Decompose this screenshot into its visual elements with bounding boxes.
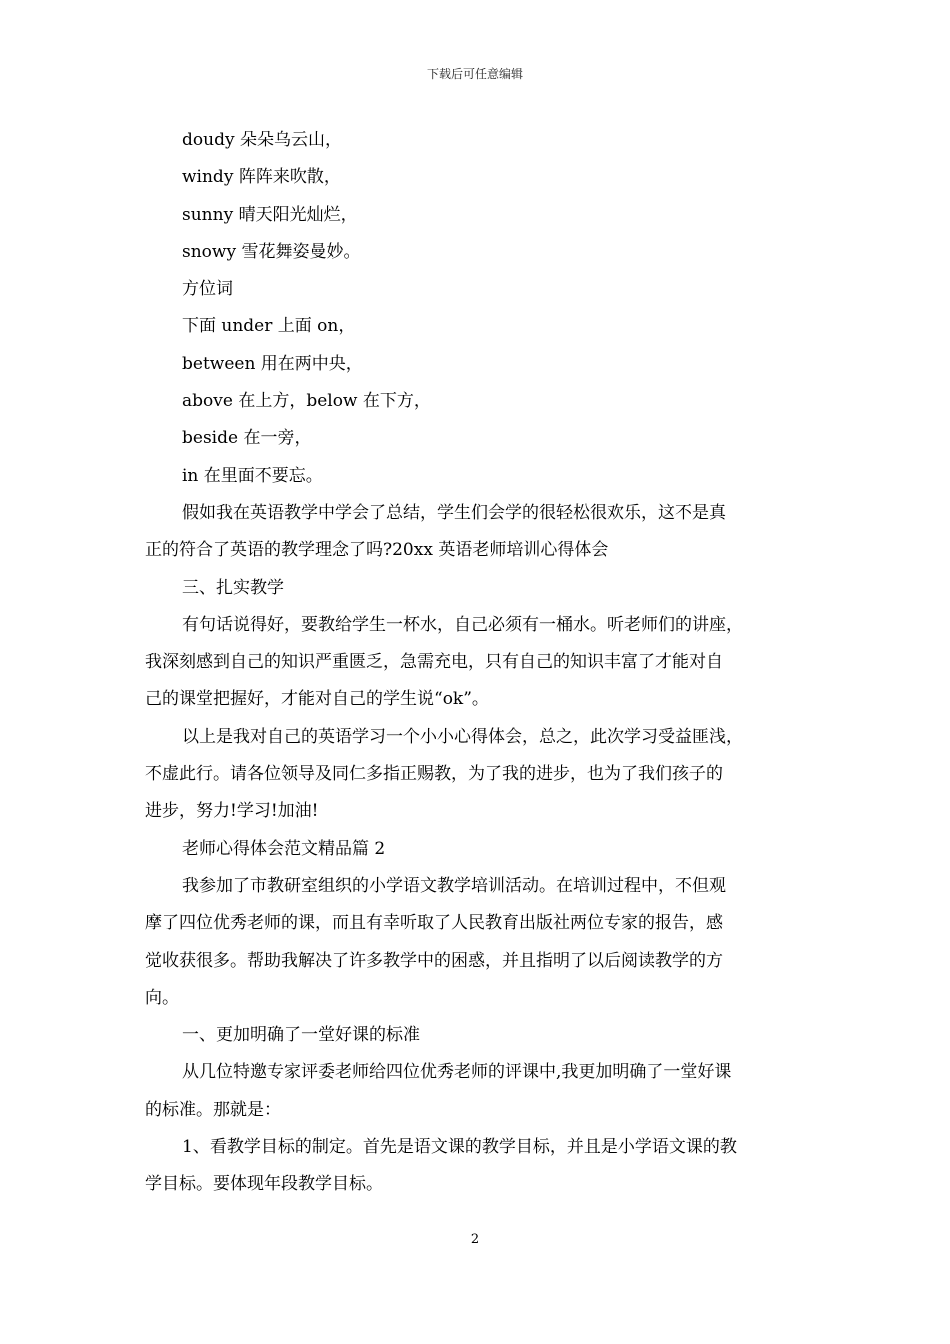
document-body [145, 122, 805, 1204]
text-line: beside 在一旁， [182, 428, 312, 449]
text-line: in 在里面不要忘。 [182, 465, 323, 486]
text-line: 以上是我对自己的英语学习一个小小心得体会，总之，此次学习受益匪浅， [182, 726, 743, 747]
text-line: 老师心得体会范文精品篇 2 [182, 838, 386, 859]
text-line: 三、扎实教学 [182, 577, 284, 598]
text-line: above 在上方，below 在下方， [182, 391, 431, 412]
text-line: doudy 朵朵乌云山， [182, 130, 342, 150]
text-line: sunny 晴天阳光灿烂， [182, 204, 358, 225]
text-line: 一、更加明确了一堂好课的标准 [182, 1025, 420, 1046]
text-line: 假如我在英语教学中学会了总结，学生们会学的很轻松很欢乐，这不是真 [182, 502, 726, 523]
text-line: 下面 under 上面 on， [182, 316, 356, 337]
text-line: between 用在两中央， [182, 353, 363, 374]
text-line: 学目标。要体现年段教学目标。 [145, 1174, 383, 1195]
text-line: 进步，努力!学习!加油! [145, 801, 319, 822]
text-line: 从几位特邀专家评委老师给四位优秀老师的评课中,我更加明确了一堂好课 [182, 1062, 732, 1083]
text-line: 正的符合了英语的教学理念了吗?20xx 英语老师培训心得体会 [145, 540, 609, 561]
text-line: 的标准。那就是： [145, 1099, 281, 1120]
text-line: 我参加了市教研室组织的小学语文教学培训活动。在培训过程中，不但观 [182, 875, 726, 896]
text-line: 有句话说得好，要教给学生一杯水，自己必须有一桶水。听老师们的讲座， [182, 614, 743, 635]
text-line: 摩了四位优秀老师的课，而且有幸听取了人民教育出版社两位专家的报告，感 [145, 913, 723, 934]
page-header: 下载后可任意编辑 [426, 67, 523, 81]
text-line: windy 阵阵来吹散， [182, 167, 341, 188]
page-number: 2 [470, 1232, 480, 1247]
text-line: 方位词 [182, 279, 233, 300]
text-line: 己的课堂把握好，才能对自己的学生说“ok”。 [145, 689, 489, 710]
text-line: 向。 [145, 987, 179, 1008]
text-line: 1、看教学目标的制定。首先是语文课的教学目标，并且是小学语文课的教 [182, 1137, 737, 1158]
text-line: 我深刻感到自己的知识严重匮乏，急需充电，只有自己的知识丰富了才能对自 [145, 652, 723, 673]
text-line: 觉收获很多。帮助我解决了许多教学中的困惑，并且指明了以后阅读教学的方 [145, 950, 723, 971]
text-line: 不虚此行。请各位领导及同仁多指正赐教，为了我的进步，也为了我们孩子的 [145, 764, 723, 785]
text-line: snowy 雪花舞姿曼妙。 [182, 241, 361, 262]
